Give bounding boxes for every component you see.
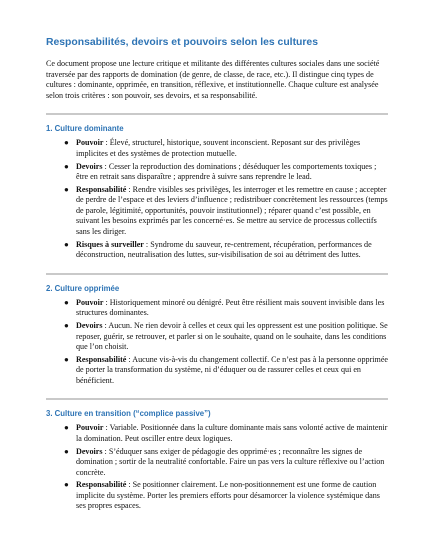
item-term: Pouvoir [76,423,104,433]
bullet-icon: ● [64,184,69,194]
item-text: Aucun. Ne rien devoir à celles et ceux qui les oppressent est une position politique. Se reposer, guérir, se retrouver, et parler si on le souhaite, quand on le souhaite, dans les conditions que l’on choisit. [76,321,388,352]
list-item [64,138,388,159]
bullet-icon: ● [64,297,69,307]
item-term: Risques à surveiller [76,239,144,249]
list-item [64,480,388,512]
list-item [64,423,388,444]
item-text: Aucune vis-à-vis du changement collectif. Ce n’est pas à la personne opprimée de porter la transformation du système, ni d’éduquer ou de rassurer celles et ceux qui en bénéficient. [76,354,388,385]
item-separator: : [102,321,109,331]
list-item [64,446,388,479]
item-separator: : [103,297,110,307]
item-text: Historiquement minoré ou dénigré. Peut être résilient mais souvent invisible dans les structures dominantes. [76,297,385,318]
bullet-icon: ● [64,239,69,249]
item-term: Devoirs [76,446,103,456]
item-separator: : [126,354,133,364]
section-divider [46,273,388,275]
section-heading: 2. Culture opprimée [46,283,120,293]
section-divider [46,113,388,115]
document-title: Responsabilités, devoirs et pouvoirs selon les cultures [46,37,318,48]
list-item [64,184,388,238]
item-text: Se positionner clairement. Le non-positionnement est une forme de caution implicite du système. Porter les premiers efforts pour désamorcer la violence systémique dans ses propres espaces. [76,480,380,511]
item-term: Devoirs [76,161,103,171]
list-item [64,239,388,261]
item-term: Responsabilité [76,184,127,194]
bullet-icon: ● [64,354,69,364]
bullet-icon: ● [64,138,69,148]
bullet-icon: ● [64,480,69,490]
item-separator: : [102,446,109,456]
item-text: Variable. Positionnée dans la culture dominante mais sans volonté active de maintenir la domination. Peut osciller entre deux logiques. [76,423,388,443]
item-term: Responsabilité [76,354,127,364]
bullet-icon: ● [64,446,69,456]
item-separator: : [143,239,151,249]
item-text: S’éduquer sans exiger de pédagogie des opprimé·es ; reconnaître les signes de domination ; sortir de la neutralité confortable. Faire un pas vers la culture réflexive ou l’action concrète. [76,446,385,477]
item-text: Syndrome du sauveur, re-centrement, récupération, performances de déconstruction, neutralisation des luttes, sur-visibilisation de soi au détriment des luttes. [76,239,372,260]
item-separator: : [103,423,110,433]
bullet-icon: ● [64,423,69,433]
list-item [64,161,388,183]
bullet-icon: ● [64,161,69,171]
section-list [46,423,388,512]
item-text: Cesser la reproduction des dominations ; déséduquer les comportements toxiques ; être en retrait sans disparaître ; apprendre à suivre sans reprendre le lead. [76,161,377,182]
item-text: Élevé, structurel, historique, souvent inconscient. Reposant sur des privilèges implicites et des systèmes de protection mutuelle. [76,138,361,158]
item-text: Rendre visibles ses privilèges, les interroger et les remettre en cause ; accepter de perdre de l’espace et des leviers d’influence ; redistribuer concrètement les ressources (temps de parole, légitimité, opportunités, pouvoir institutionnel) ; réparer quand c’est possible, en suivant les besoins exprimés par les concerné·es. Se mettre au service de processus collectifs sans les diriger. [76,184,388,236]
list-item [64,354,388,387]
list-item [64,321,388,353]
item-separator: : [126,480,133,490]
item-separator: : [102,161,109,171]
item-term: Pouvoir [76,138,104,148]
bullet-icon: ● [64,321,69,331]
item-term: Devoirs [76,321,103,331]
section-list [46,138,388,260]
item-separator: : [126,184,133,194]
item-separator: : [103,138,110,148]
list-item [64,297,388,319]
section-list [46,298,388,387]
item-term: Responsabilité [76,480,127,490]
intro-paragraph: Ce document propose une lecture critique et militante des différentes cultures sociales dans une société traversée par des rapports de domination (de genre, de classe, de race, etc.). Il distingue cinq types de cultures : dominante, opprimée, en transition, réflexive, et institutionnelle. Chaque culture est analysée selon trois critères : son pouvoir, ses devoirs, et sa responsabilité. [46,59,380,100]
section-heading: 1. Culture dominante [46,124,124,134]
section-heading: 3. Culture en transition (“complice passive”) [46,409,211,419]
section-divider [46,398,388,400]
item-term: Pouvoir [76,297,104,307]
